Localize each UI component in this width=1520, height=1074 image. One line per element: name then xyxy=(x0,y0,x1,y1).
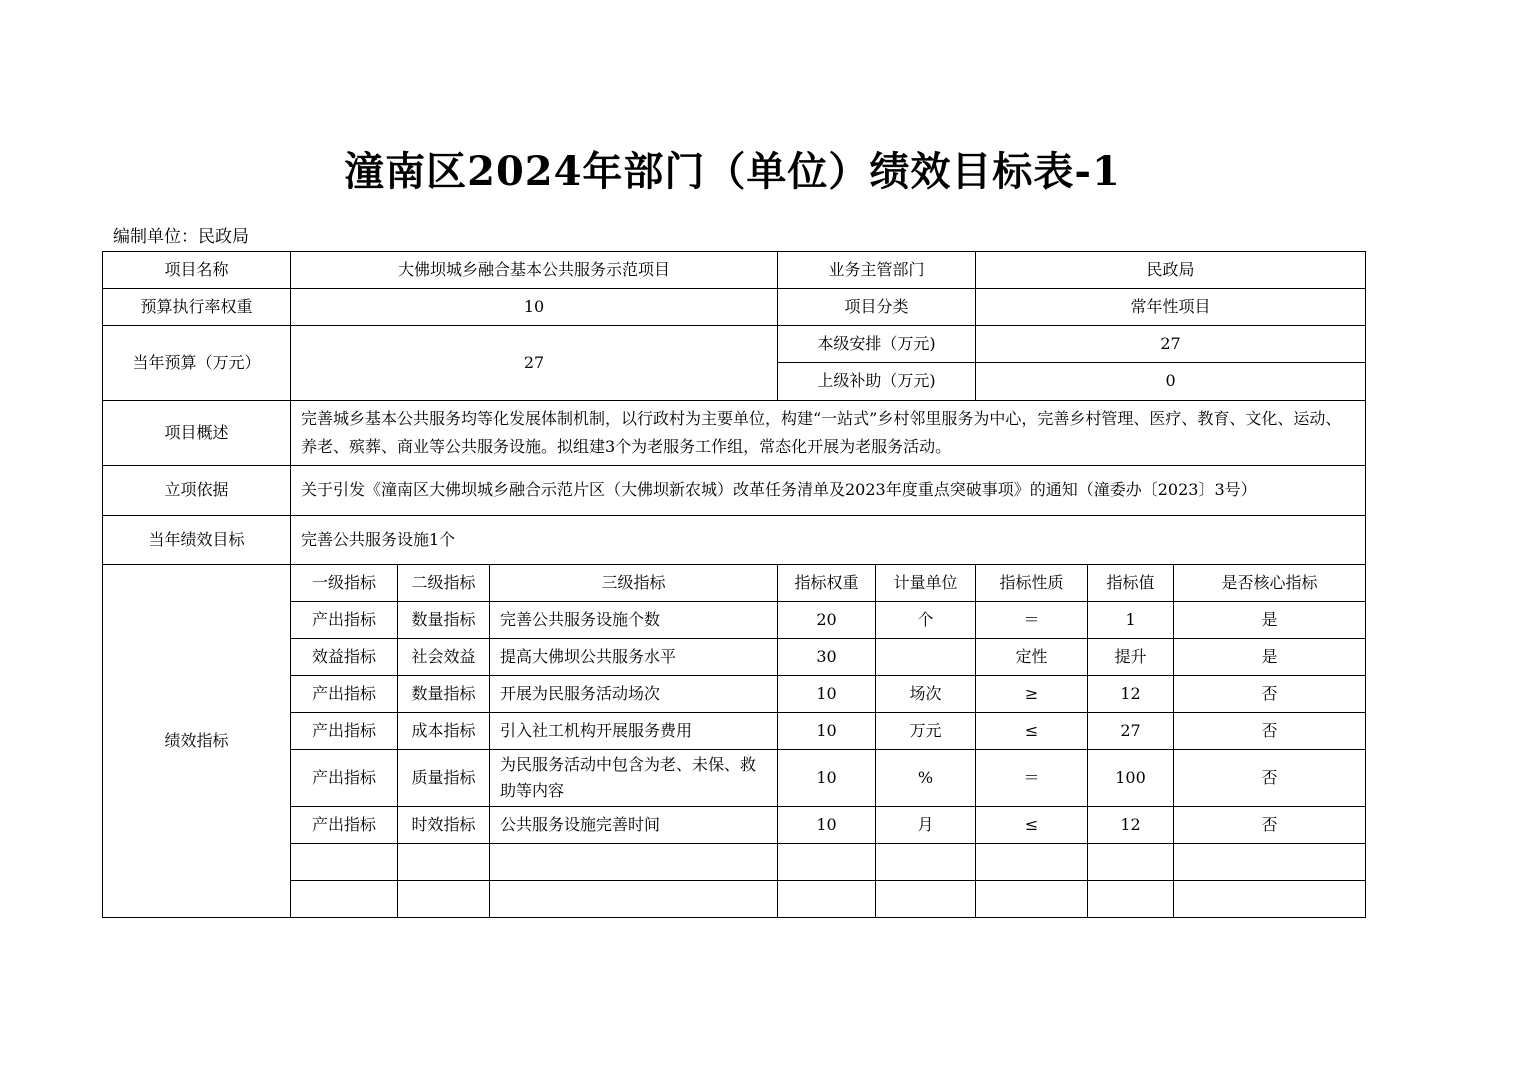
cell-level3: 引入社工机构开展服务费用 xyxy=(490,713,778,750)
local-label: 本级安排（万元) xyxy=(778,326,976,363)
dept-value: 民政局 xyxy=(976,252,1366,289)
cell-core: 否 xyxy=(1174,750,1366,807)
cell-nature: ≥ xyxy=(976,676,1088,713)
cell-weight: 10 xyxy=(778,807,876,844)
table-row xyxy=(103,516,1366,565)
cell-value: 100 xyxy=(1088,750,1174,807)
indicator-row xyxy=(103,639,1366,676)
cell-level2: 质量指标 xyxy=(398,750,490,807)
dept-label: 业务主管部门 xyxy=(778,252,976,289)
header-unit: 计量单位 xyxy=(876,565,976,602)
cell-nature: ≤ xyxy=(976,713,1088,750)
cell-unit: % xyxy=(876,750,976,807)
goal-label: 当年绩效目标 xyxy=(103,516,291,565)
cell-level1: 产出指标 xyxy=(291,713,398,750)
empty-cell xyxy=(1174,844,1366,881)
upper-value: 0 xyxy=(976,363,1366,401)
cell-level1: 产出指标 xyxy=(291,602,398,639)
cell-unit xyxy=(876,639,976,676)
table-row xyxy=(103,252,1366,289)
indicator-row xyxy=(103,750,1366,807)
upper-label: 上级补助（万元) xyxy=(778,363,976,401)
performance-target-table xyxy=(102,251,1366,918)
category-label: 项目分类 xyxy=(778,289,976,326)
cell-unit: 个 xyxy=(876,602,976,639)
cell-value: 12 xyxy=(1088,676,1174,713)
cell-core: 是 xyxy=(1174,602,1366,639)
empty-cell xyxy=(398,844,490,881)
header-level2: 二级指标 xyxy=(398,565,490,602)
empty-cell xyxy=(398,881,490,918)
overview-label: 项目概述 xyxy=(103,401,291,466)
cell-value: 提升 xyxy=(1088,639,1174,676)
cell-weight: 10 xyxy=(778,750,876,807)
cell-value: 12 xyxy=(1088,807,1174,844)
cell-level3: 提高大佛坝公共服务水平 xyxy=(490,639,778,676)
indicator-row-empty xyxy=(103,881,1366,918)
empty-cell xyxy=(291,881,398,918)
cell-level3: 完善公共服务设施个数 xyxy=(490,602,778,639)
empty-cell xyxy=(490,844,778,881)
cell-level2: 社会效益 xyxy=(398,639,490,676)
empty-cell xyxy=(1088,844,1174,881)
table-row xyxy=(103,466,1366,516)
header-nature: 指标性质 xyxy=(976,565,1088,602)
cell-value: 1 xyxy=(1088,602,1174,639)
empty-cell xyxy=(778,881,876,918)
basis-value: 关于引发《潼南区大佛坝城乡融合示范片区（大佛坝新农城）改革任务清单及2023年度重点突破事项》的通知（潼委办〔2023〕3号） xyxy=(291,466,1366,516)
empty-cell xyxy=(490,881,778,918)
project-name-value: 大佛坝城乡融合基本公共服务示范项目 xyxy=(291,252,778,289)
cell-core: 否 xyxy=(1174,713,1366,750)
empty-cell xyxy=(976,881,1088,918)
weight-value: 10 xyxy=(291,289,778,326)
empty-cell xyxy=(976,844,1088,881)
header-weight: 指标权重 xyxy=(778,565,876,602)
cell-level2: 数量指标 xyxy=(398,602,490,639)
cell-nature: 定性 xyxy=(976,639,1088,676)
indicator-row xyxy=(103,676,1366,713)
indicator-header-row xyxy=(103,565,1366,602)
empty-cell xyxy=(291,844,398,881)
cell-level1: 效益指标 xyxy=(291,639,398,676)
cell-unit: 月 xyxy=(876,807,976,844)
local-value: 27 xyxy=(976,326,1366,363)
weight-label: 预算执行率权重 xyxy=(103,289,291,326)
indicator-row xyxy=(103,602,1366,639)
table-row xyxy=(103,326,1366,363)
cell-level3: 公共服务设施完善时间 xyxy=(490,807,778,844)
goal-value: 完善公共服务设施1个 xyxy=(291,516,1366,565)
cell-core: 是 xyxy=(1174,639,1366,676)
header-core: 是否核心指标 xyxy=(1174,565,1366,602)
budget-label: 当年预算（万元） xyxy=(103,326,291,401)
basis-label: 立项依据 xyxy=(103,466,291,516)
indicators-section-label: 绩效指标 xyxy=(103,565,291,918)
cell-level2: 数量指标 xyxy=(398,676,490,713)
table-row xyxy=(103,401,1366,466)
empty-cell xyxy=(778,844,876,881)
cell-unit: 万元 xyxy=(876,713,976,750)
cell-weight: 30 xyxy=(778,639,876,676)
cell-weight: 10 xyxy=(778,676,876,713)
empty-cell xyxy=(1088,881,1174,918)
cell-level2: 时效指标 xyxy=(398,807,490,844)
cell-nature: ≤ xyxy=(976,807,1088,844)
header-level3: 三级指标 xyxy=(490,565,778,602)
cell-unit: 场次 xyxy=(876,676,976,713)
category-value: 常年性项目 xyxy=(976,289,1366,326)
page-title: 潼南区2024年部门（单位）绩效目标表-1 xyxy=(344,148,1121,195)
budget-value: 27 xyxy=(291,326,778,401)
project-name-label: 项目名称 xyxy=(103,252,291,289)
empty-cell xyxy=(876,881,976,918)
cell-level1: 产出指标 xyxy=(291,750,398,807)
indicator-row xyxy=(103,713,1366,750)
cell-nature: ＝ xyxy=(976,750,1088,807)
cell-weight: 20 xyxy=(778,602,876,639)
cell-nature: ＝ xyxy=(976,602,1088,639)
cell-weight: 10 xyxy=(778,713,876,750)
header-level1: 一级指标 xyxy=(291,565,398,602)
empty-cell xyxy=(876,844,976,881)
table-row xyxy=(103,289,1366,326)
cell-value: 27 xyxy=(1088,713,1174,750)
indicator-row-empty xyxy=(103,844,1366,881)
cell-level1: 产出指标 xyxy=(291,807,398,844)
indicator-row xyxy=(103,807,1366,844)
cell-level3: 开展为民服务活动场次 xyxy=(490,676,778,713)
cell-core: 否 xyxy=(1174,807,1366,844)
compile-unit: 编制单位：民政局 xyxy=(113,227,249,247)
overview-value: 完善城乡基本公共服务均等化发展体制机制，以行政村为主要单位，构建“一站式”乡村邻里服务为中心，完善乡村管理、医疗、教育、文化、运动、养老、殡葬、商业等公共服务设施。拟组建3个为老服务工作组，常态化开展为老服务活动。 xyxy=(291,401,1366,466)
header-value: 指标值 xyxy=(1088,565,1174,602)
empty-cell xyxy=(1174,881,1366,918)
cell-core: 否 xyxy=(1174,676,1366,713)
cell-level2: 成本指标 xyxy=(398,713,490,750)
cell-level3: 为民服务活动中包含为老、未保、救助等内容 xyxy=(490,750,778,807)
cell-level1: 产出指标 xyxy=(291,676,398,713)
